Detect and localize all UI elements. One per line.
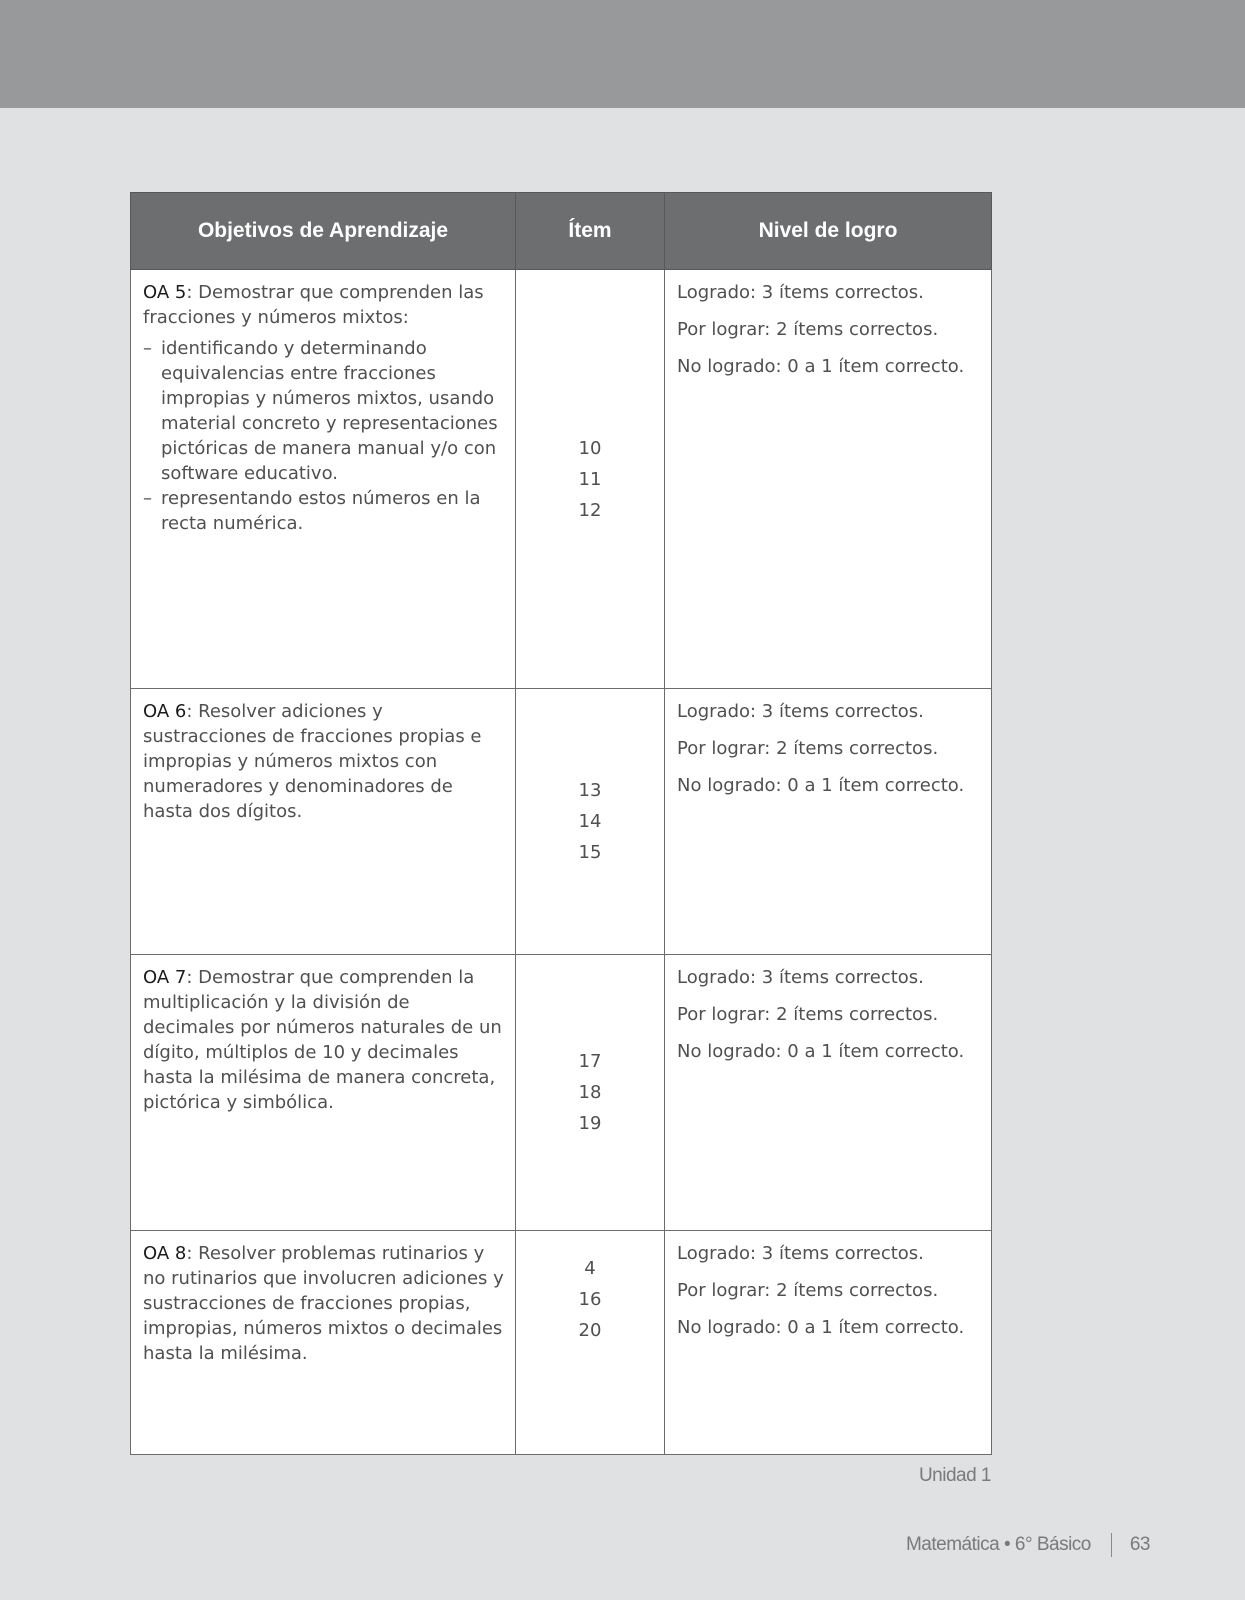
objective-bullet: – identificando y determinando equivalencias entre fracciones impropias y números mixtos, usando material concreto y representaciones pictóricas de manera manual y/o con software educativo. bbox=[143, 338, 498, 484]
objective-code: OA 7 bbox=[143, 967, 187, 988]
item-number: 12 bbox=[578, 499, 602, 521]
achievement-level-cell bbox=[665, 689, 992, 955]
footer-subject: Matemática • 6° Básico bbox=[905, 1534, 1091, 1555]
item-number: 14 bbox=[578, 811, 602, 832]
item-numbers-cell bbox=[516, 270, 665, 689]
level-not-achieved: No logrado: 0 a 1 ítem correcto. bbox=[677, 775, 965, 796]
objective-code: OA 6 bbox=[143, 701, 187, 722]
page-footer bbox=[906, 1533, 1150, 1557]
level-not-achieved: No logrado: 0 a 1 ítem correcto. bbox=[677, 1317, 965, 1338]
learning-objectives-table bbox=[130, 192, 992, 1455]
item-numbers-cell bbox=[516, 1231, 665, 1455]
top-header-band bbox=[0, 0, 1245, 108]
objective-text: : Resolver problemas rutinarios y no rutinarios que involucren adiciones y sustracciones de fracciones propias, impropias, números mixtos o decimales hasta la milésima. bbox=[143, 1243, 504, 1364]
objective-bullet: – representando estos números en la recta numérica. bbox=[143, 488, 481, 534]
objective-text: : Resolver adiciones y sustracciones de fracciones propias e impropias y números mixtos con numeradores y denominadores de hasta dos dígitos. bbox=[143, 701, 482, 822]
table-row bbox=[131, 1231, 992, 1455]
item-number: 16 bbox=[578, 1289, 602, 1310]
item-number: 17 bbox=[578, 1051, 602, 1072]
level-in-progress: Por lograr: 2 ítems correctos. bbox=[677, 1004, 939, 1025]
column-header-item: Ítem bbox=[516, 193, 665, 270]
item-number: 10 bbox=[578, 437, 602, 459]
table-row bbox=[131, 955, 992, 1231]
item-numbers-cell bbox=[516, 955, 665, 1231]
item-number: 11 bbox=[578, 468, 602, 490]
table-row bbox=[131, 270, 992, 689]
level-in-progress: Por lograr: 2 ítems correctos. bbox=[677, 1280, 939, 1301]
level-not-achieved: No logrado: 0 a 1 ítem correcto. bbox=[677, 356, 965, 377]
item-number: 18 bbox=[578, 1082, 602, 1103]
table-row bbox=[131, 689, 992, 955]
objective-code: OA 5 bbox=[143, 282, 187, 303]
column-header-level: Nivel de logro bbox=[665, 193, 992, 270]
item-number: 15 bbox=[578, 842, 602, 863]
achievement-level-cell bbox=[665, 955, 992, 1231]
item-number: 4 bbox=[584, 1258, 596, 1279]
objective-cell bbox=[131, 689, 516, 955]
item-number: 20 bbox=[578, 1320, 602, 1341]
level-achieved: Logrado: 3 ítems correctos. bbox=[677, 1243, 924, 1264]
level-in-progress: Por lograr: 2 ítems correctos. bbox=[677, 738, 939, 759]
table-header-row bbox=[131, 193, 992, 270]
objective-code: OA 8 bbox=[143, 1243, 187, 1264]
objective-cell bbox=[131, 270, 516, 689]
level-achieved: Logrado: 3 ítems correctos. bbox=[677, 967, 924, 988]
item-numbers-cell bbox=[516, 689, 665, 955]
achievement-level-cell bbox=[665, 270, 992, 689]
objective-text: : Demostrar que comprenden las fracciones y números mixtos: bbox=[143, 282, 484, 328]
objective-text: : Demostrar que comprenden la multiplicación y la división de decimales por números naturales de un dígito, múltiplos de 10 y decimales hasta la milésima de manera concreta, pictórica y simbólica. bbox=[143, 967, 502, 1113]
column-header-objectives: Objetivos de Aprendizaje bbox=[131, 193, 516, 270]
objective-cell bbox=[131, 1231, 516, 1455]
level-in-progress: Por lograr: 2 ítems correctos. bbox=[677, 319, 939, 340]
item-number: 13 bbox=[578, 780, 602, 801]
level-achieved: Logrado: 3 ítems correctos. bbox=[677, 282, 924, 303]
page-number: 63 bbox=[1129, 1534, 1150, 1555]
achievement-level-cell bbox=[665, 1231, 992, 1455]
footer-divider bbox=[1111, 1533, 1112, 1557]
level-not-achieved: No logrado: 0 a 1 ítem correcto. bbox=[677, 1041, 965, 1062]
level-achieved: Logrado: 3 ítems correctos. bbox=[677, 701, 924, 722]
unit-label: Unidad 1 bbox=[918, 1465, 991, 1486]
objective-cell bbox=[131, 955, 516, 1231]
item-number: 19 bbox=[578, 1113, 602, 1134]
objective-bullet-list bbox=[143, 336, 505, 536]
